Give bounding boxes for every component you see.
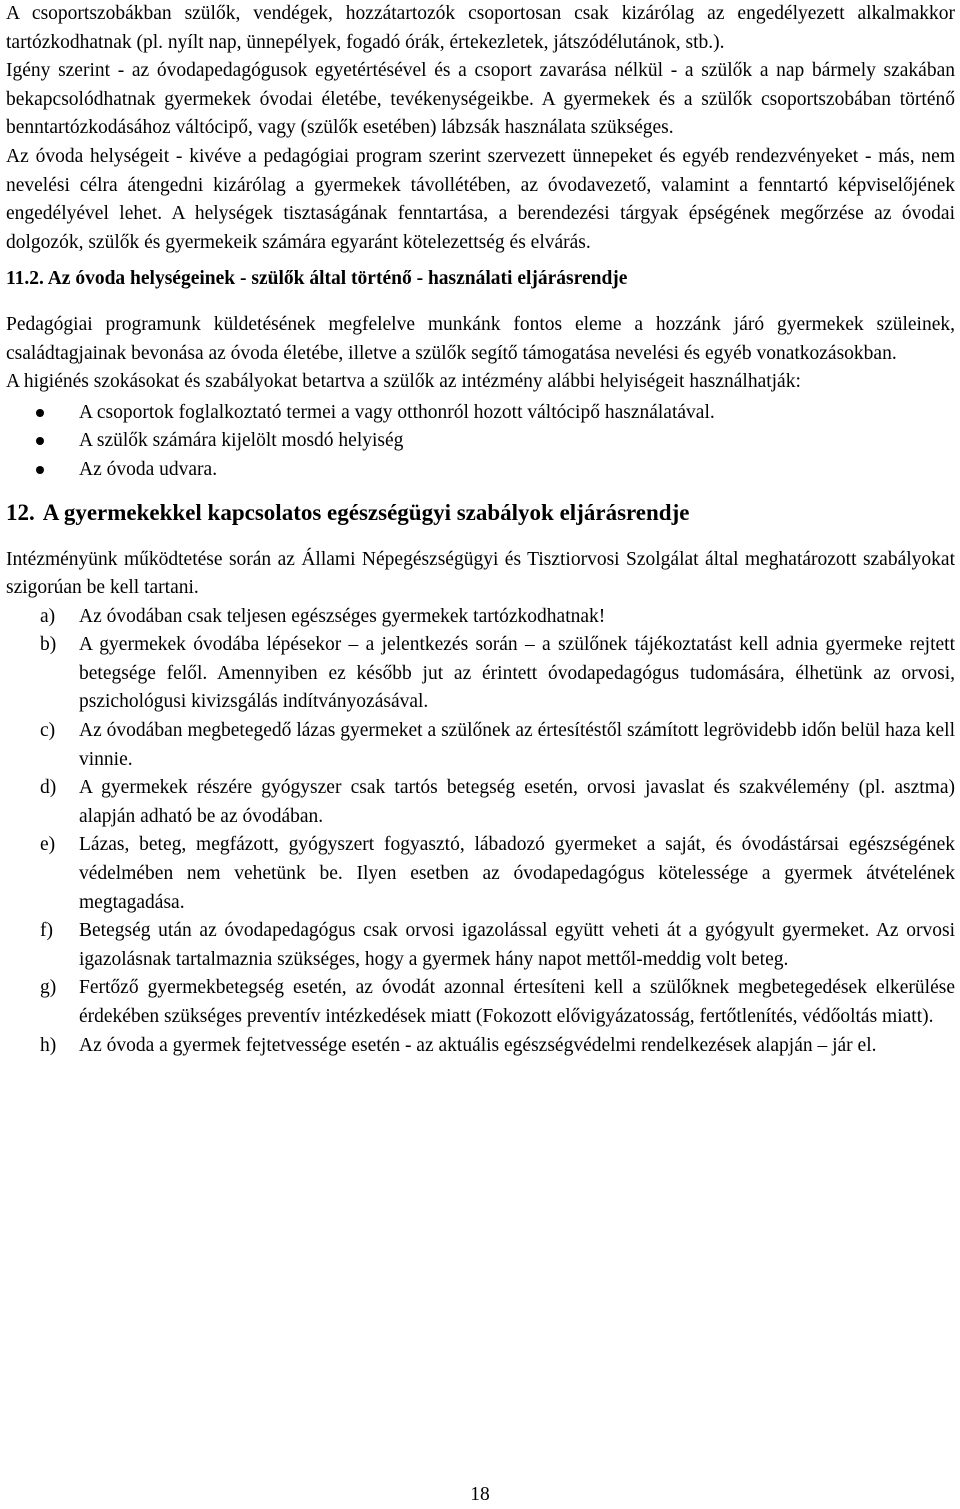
section-11-2-paragraph-1: Pedagógiai programunk küldetésének megfelelve munkánk fontos eleme a hozzánk járó gyermekek szüleinek, családtagjainak bevonása az óvoda életébe, illetve a szülők segítő támogatása nevelési és egyéb vonatkozásokban. (6, 313, 955, 364)
list-item (6, 1032, 955, 1061)
list-item-letter: e) (40, 834, 56, 856)
section-12-intro: Intézményünk működtetése során az Állami Népegészségügyi és Tisztiorvosi Szolgálat által meghatározott szabályokat szigorúan be kell tartani. (6, 548, 955, 599)
list-item-text: A gyermekek részére gyógyszer csak tartós betegség esetén, orvosi javaslat és szakvélemény (pl. asztma) alapján adható be az óvodában. (79, 777, 955, 827)
list-item-letter: c) (40, 720, 56, 742)
list-item-letter: f) (40, 920, 53, 942)
section-11-2-paragraph-2: A higiénés szokásokat és szabályokat betartva a szülők az intézmény alábbi helyiségeit használhatják: (6, 371, 801, 393)
list-item (6, 427, 955, 456)
list-item-letter: b) (40, 634, 57, 656)
bullet-icon (36, 466, 44, 474)
facility-list (6, 399, 955, 485)
list-item-text: A gyermekek óvodába lépésekor – a jelentkezés során – a szülőnek tájékoztatást kell adnia gyermeke rejtett betegsége felől. Amennyiben ez később jut az érintett óvodapedagógus tudomására, élhetünk az orvosi, pszichológusi kivizsgálás indítványozásával. (79, 634, 955, 713)
list-item-letter: d) (40, 777, 57, 799)
section-11-2-heading: 11.2. Az óvoda helységeinek - szülők által történő - használati eljárásrendje (6, 268, 628, 290)
list-item-letter: g) (40, 977, 57, 999)
list-item-letter: a) (40, 605, 56, 627)
list-item (6, 399, 955, 428)
intro-paragraph-3: Az óvoda helységeit - kivéve a pedagógiai program szerint szervezett ünnepeket és egyéb rendezvényeket - más, nem nevelési célra átengedni kizárólag a gyermekek távollétében, az óvodavezető, valamint a fenntartó képviselőjének engedélyével lehet. A helységek tisztaságának fenntartása, a berendezési tárgyak épségének megőrzése az óvodai dolgozók, szülők és gyermekeik számára egyaránt kötelezettség és elvárás. (6, 145, 955, 253)
list-item-text: Az óvoda a gyermek fejtetvessége esetén - az aktuális egészségvédelmi rendelkezések alapján – jár el. (79, 1034, 877, 1056)
intro-paragraph-1: A csoportszobákban szülők, vendégek, hozzátartozók csoportosan csak kizárólag az engedélyezett alkalmakkor tartózkodhatnak (pl. nyílt nap, ünnepélyek, fogadó órák, értekezletek, játszódélutánok, stb.). (6, 3, 955, 53)
page-number: 18 (470, 1484, 490, 1505)
list-item-text: Az óvodában megbetegedő lázas gyermeket a szülőnek az értesítéstől számított legrövidebb időn belül haza kell vinnie. (79, 720, 955, 770)
list-item-text: Fertőző gyermekbetegség esetén, az óvodát azonnal értesíteni kell a szülőknek megbetegedések elkerülése érdekében szükséges preventív intézkedések miatt (Fokozott elővigyázatosság, fertőtlenítés, védőoltás miatt). (79, 977, 955, 1027)
list-item-text: Lázas, beteg, megfázott, gyógyszert fogyasztó, lábadozó gyermeket a saját, és óvodástársai egészségének védelmében nem vehetünk be. Ilyen esetben az óvodapedagógus kötelessége a gyermek átvételének megtagadása. (79, 834, 955, 913)
list-item (6, 917, 955, 974)
section-12-number: 12. (6, 499, 35, 525)
list-item (6, 603, 955, 632)
bullet-icon (36, 409, 44, 417)
list-item-text: Betegség után az óvodapedagógus csak orvosi igazolással együtt veheti át a gyógyult gyermeket. Az orvosi igazolásnak tartalmaznia szükséges, hogy a gyermek hány napot mettől-meddig volt beteg. (79, 920, 955, 970)
list-item (6, 717, 955, 774)
intro-paragraph-2: Igény szerint - az óvodapedagógusok egyetértésével és a csoport zavarása nélkül - a szülők a nap bármely szakában bekapcsolódhatnak gyermekek óvodai életébe, tevékenységeikbe. A gyermekek és a szülők csoportszobában történő benntartózkodásához váltócipő, vagy (szülők esetében) lábzsák használata szükséges. (6, 60, 955, 139)
list-item-text: Az óvoda udvara. (79, 458, 218, 480)
health-rules-list (6, 603, 955, 1061)
list-item-letter: h) (40, 1034, 57, 1056)
list-item-text: A csoportok foglalkoztató termei a vagy otthonról hozott váltócipő használatával. (79, 401, 715, 423)
list-item (6, 974, 955, 1031)
list-item (6, 831, 955, 917)
list-item-text: A szülők számára kijelölt mosdó helyiség (79, 430, 404, 452)
list-item (6, 456, 955, 485)
list-item (6, 631, 955, 717)
section-12-heading (6, 497, 955, 529)
bullet-icon (36, 437, 44, 445)
list-item (6, 774, 955, 831)
list-item-text: Az óvodában csak teljesen egészséges gyermekek tartózkodhatnak! (79, 605, 606, 627)
document-body (6, 0, 955, 1060)
section-12-title: A gyermekekkel kapcsolatos egészségügyi szabályok eljárásrendje (42, 499, 690, 525)
